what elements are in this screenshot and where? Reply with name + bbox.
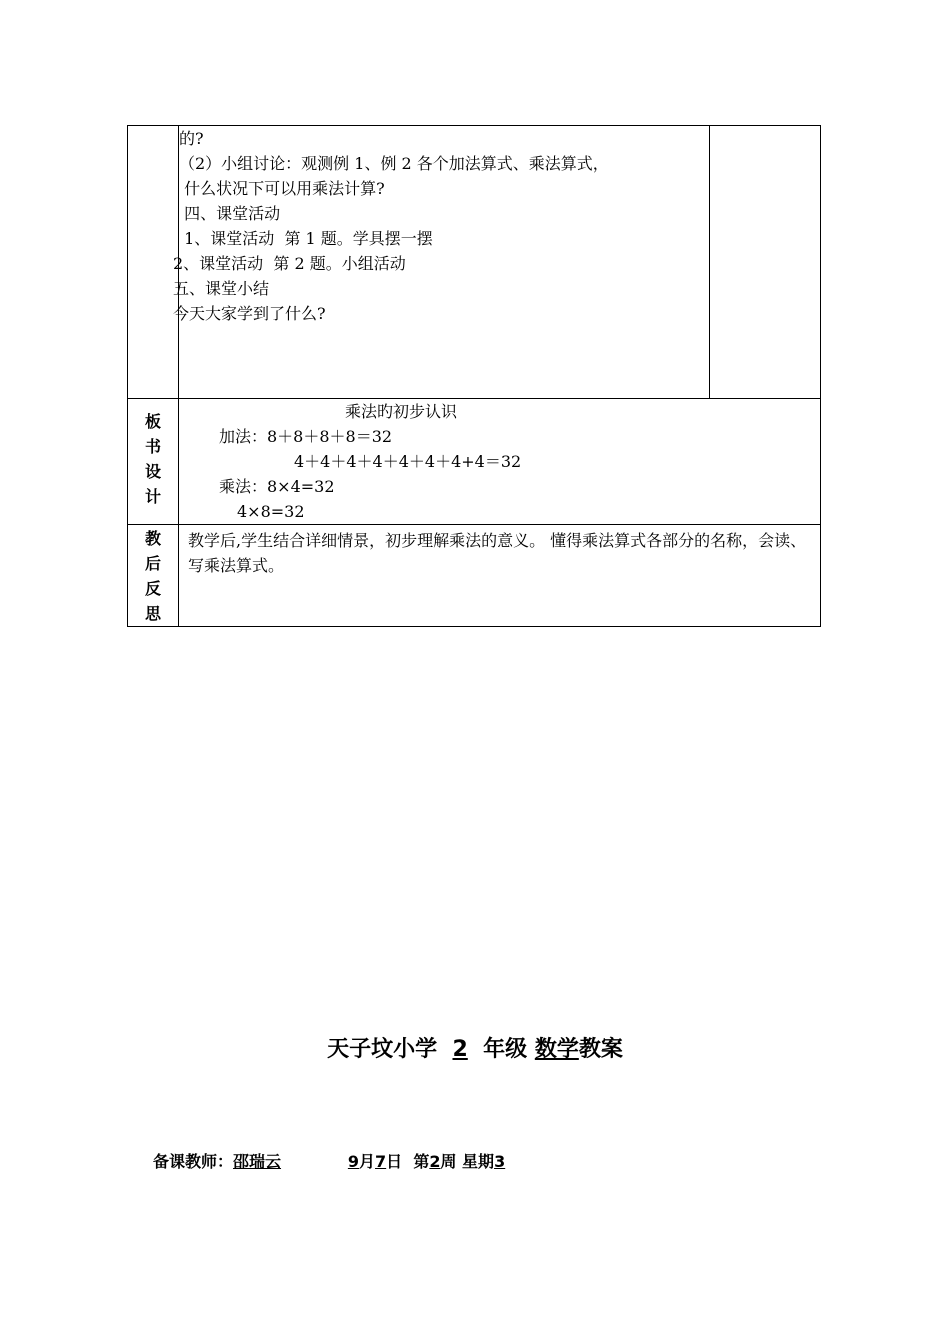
- process-line: 五、课堂小结: [173, 279, 270, 298]
- title-suffix: 教案: [578, 1037, 623, 1062]
- process-line: 四、课堂活动: [179, 204, 281, 223]
- day-label: 日: [386, 1152, 403, 1171]
- board-design-content: [179, 399, 821, 525]
- reflection-label: 教 后 反 思: [128, 525, 179, 627]
- teacher-name: 邵瑞云: [233, 1152, 282, 1171]
- board-line: 4＋4＋4＋4＋4＋4＋4+4＝32: [294, 452, 522, 471]
- lesson-plan-table: [127, 125, 821, 627]
- month-label: 月: [359, 1152, 376, 1171]
- process-line: 的?: [179, 129, 204, 148]
- process-line: 2、课堂活动 第 2 题。小组活动: [173, 254, 406, 273]
- process-notes-cell: [710, 126, 821, 399]
- lesson-meta: [153, 1150, 505, 1174]
- day-value: 7: [375, 1152, 387, 1171]
- teaching-process-row: [128, 126, 821, 399]
- reflection-content: [179, 525, 821, 627]
- board-design-label: 板 书 设 计: [128, 399, 179, 525]
- grade-number: 2: [452, 1037, 468, 1062]
- teacher-label: 备课教师：: [153, 1152, 234, 1171]
- board-design-row: [128, 399, 821, 525]
- process-label-cell: [128, 126, 179, 399]
- reflection-text: 教学后,学生结合详细情景，初步理解乘法的意义。 懂得乘法算式各部分的名称，会读、写乘法算式。: [188, 531, 807, 575]
- process-line: （2）小组讨论：观测例 1、例 2 各个加法算式、乘法算式，: [179, 154, 609, 173]
- lesson-plan-title: [0, 1035, 950, 1065]
- board-line: 加法：8＋8＋8＋8＝32: [219, 427, 393, 446]
- weekday-value: 3: [494, 1152, 506, 1171]
- grade-suffix: 年级: [483, 1037, 528, 1062]
- reflection-row: [128, 525, 821, 627]
- process-line: 1、课堂活动 第 1 题。学具摆一摆: [179, 229, 433, 248]
- week-value: 2: [429, 1152, 441, 1171]
- month-value: 9: [347, 1152, 360, 1171]
- process-content-cell: [173, 126, 710, 399]
- board-line: 乘法：8×4=32: [219, 477, 335, 496]
- school-name: 天子坟小学: [327, 1037, 438, 1062]
- board-title: 乘法旳初步认识: [345, 402, 458, 421]
- week-prefix: 第: [413, 1152, 430, 1171]
- subject-name: 数学: [534, 1037, 579, 1062]
- week-label: 周 星期: [440, 1152, 495, 1171]
- process-line: 今天大家学到了什么?: [173, 304, 326, 323]
- board-line: 4×8=32: [237, 502, 305, 521]
- process-line: 什么状况下可以用乘法计算?: [179, 179, 385, 198]
